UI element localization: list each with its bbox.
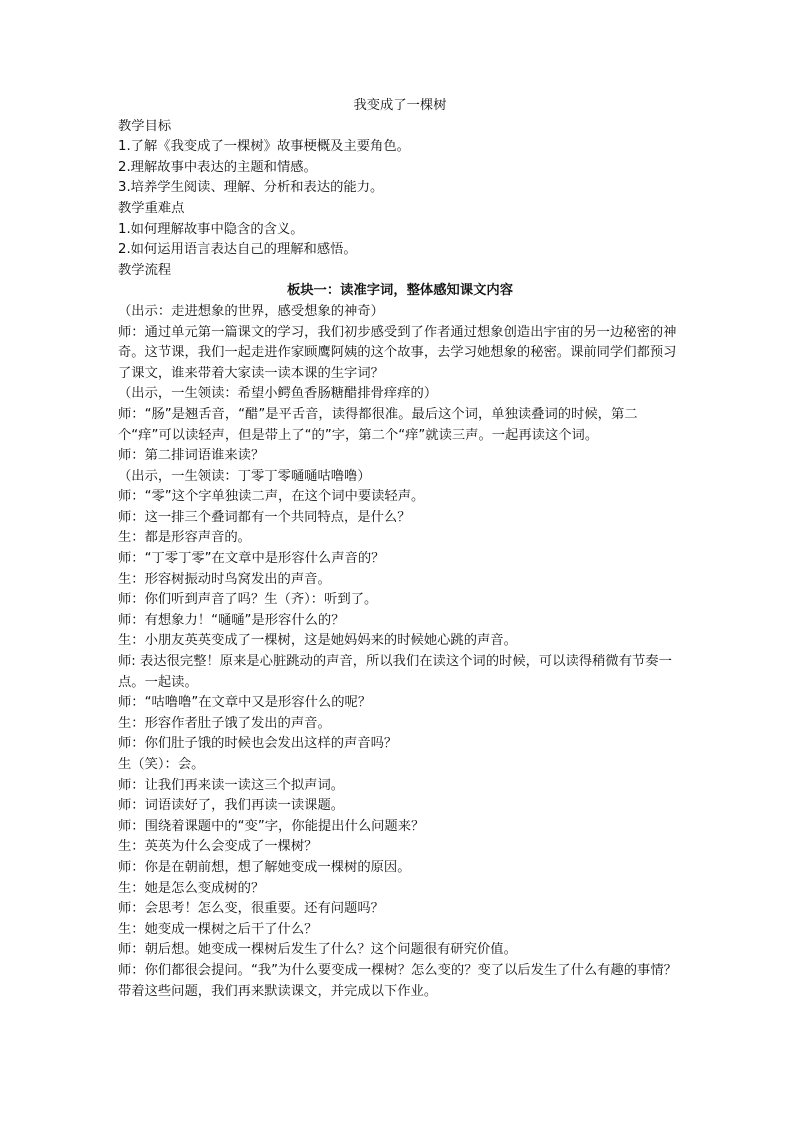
dialogue-line: 师：会思考！怎么变，很重要。还有问题吗？ [118,901,384,917]
dialogue-line: 生：英英为什么会变成了一棵树？ [118,839,318,855]
dialogue-line: 师：这一排三个叠词都有一个共同特点，是什么？ [118,509,411,525]
document-page [118,96,682,1002]
dialogue-line: （出示，一生领读：希望小鳄鱼香肠糖醋排骨痒痒的） [118,386,438,402]
dialogue-line: 生：形容作者肚子饿了发出的声音。 [118,715,331,731]
objective-item: 2.理解故事中表达的主题和情感。 [118,159,317,175]
key-point-item: 1.如何理解故事中隐含的含义。 [118,221,304,237]
dialogue-line: 师：朝后想。她变成一棵树后发生了什么？这个问题很有研究价值。 [118,942,517,958]
dialogue-line: 师: 表达很完整！原来是心脏跳动的声音，所以我们在读这个词的时候，可以读得稍微有节奏一点。一起读。 [118,654,672,690]
dialogue-line: 师：“肠”是翘舌音，“醋”是平舌音，读得都很准。最后这个词，单独读叠词的时候，第二个“痒”可以读轻声，但是带上了“的”字，第二个“痒”就读三声。一起再读这个词。 [118,406,638,443]
objective-item: 3.培养学生阅读、理解、分析和表达的能力。 [118,180,384,196]
document-title: 我变成了一棵树 [353,98,447,113]
dialogue-line: 师：你们都很会提问。“我”为什么要变成一棵树？怎么变的？变了以后发生了什么有趣的事情？带着这些问题，我们再来默读课文，并完成以下作业。 [118,962,677,999]
dialogue-line: 师：“零”这个字单独读二声，在这个词中要读轻声。 [118,489,425,505]
dialogue-line: 生：她变成一棵树之后干了什么？ [118,921,318,937]
dialogue-line: 师：你们听到声音了吗？生（齐）：听到了。 [118,592,378,608]
objectives-heading: 教学目标 [118,118,172,134]
dialogue-line: 生：她是怎么变成树的？ [118,880,265,896]
dialogue-line: 师：围绕着课题中的“变”字，你能提出什么问题来？ [118,818,425,834]
dialogue-line: 师：通过单元第一篇课文的学习，我们初步感受到了作者通过想象创造出宇宙的另一边秘密的神奇。这节课，我们一起走进作家顾鹰阿姨的这个故事，去学习她想象的秘密。课前同学们都预习了课文，谁来带着大家读一读本课的生字词？ [118,324,677,381]
dialogue-line: 师：“丁零丁零”在文章中是形容什么声音的？ [118,551,385,567]
block-one-heading: 板块一：读准字词，整体感知课文内容 [286,283,514,299]
process-heading: 教学流程 [118,262,172,278]
dialogue-line: 师：你是在朝前想，想了解她变成一棵树的原因。 [118,859,411,875]
dialogue-line: 师：你们肚子饿的时候也会发出这样的声音吗？ [118,736,398,752]
dialogue-line: 生：形容树振动时鸟窝发出的声音。 [118,571,331,587]
dialogue-line: 师：词语读好了，我们再读一读课题。 [118,798,345,814]
objective-item: 1.了解《我变成了一棵树》故事梗概及主要角色。 [118,139,410,155]
dialogue-line: 师：让我们再来读一读这三个拟声词。 [118,777,345,793]
dialogue-line: 师：有想象力！“嗵嗵”是形容什么的？ [118,612,345,628]
dialogue-line: 师：“咕噜噜”在文章中又是形容什么的呢？ [118,695,372,711]
dialogue-line: 生：都是形容声音的。 [118,530,251,546]
dialogue-line: （出示：走进想象的世界，感受想象的神奇） [118,303,384,319]
dialogue-line: 生：小朋友英英变成了一棵树，这是她妈妈来的时候她心跳的声音。 [118,633,517,649]
dialogue-line: （出示，一生领读：丁零丁零嗵嗵咕噜噜） [118,468,371,484]
dialogue-line: 生（笑）：会。 [118,757,205,772]
key-point-item: 2.如何运用语言表达自己的理解和感悟。 [118,242,357,258]
key-points-heading: 教学重难点 [118,200,185,216]
dialogue-line: 师：第二排词语谁来读？ [118,448,265,464]
